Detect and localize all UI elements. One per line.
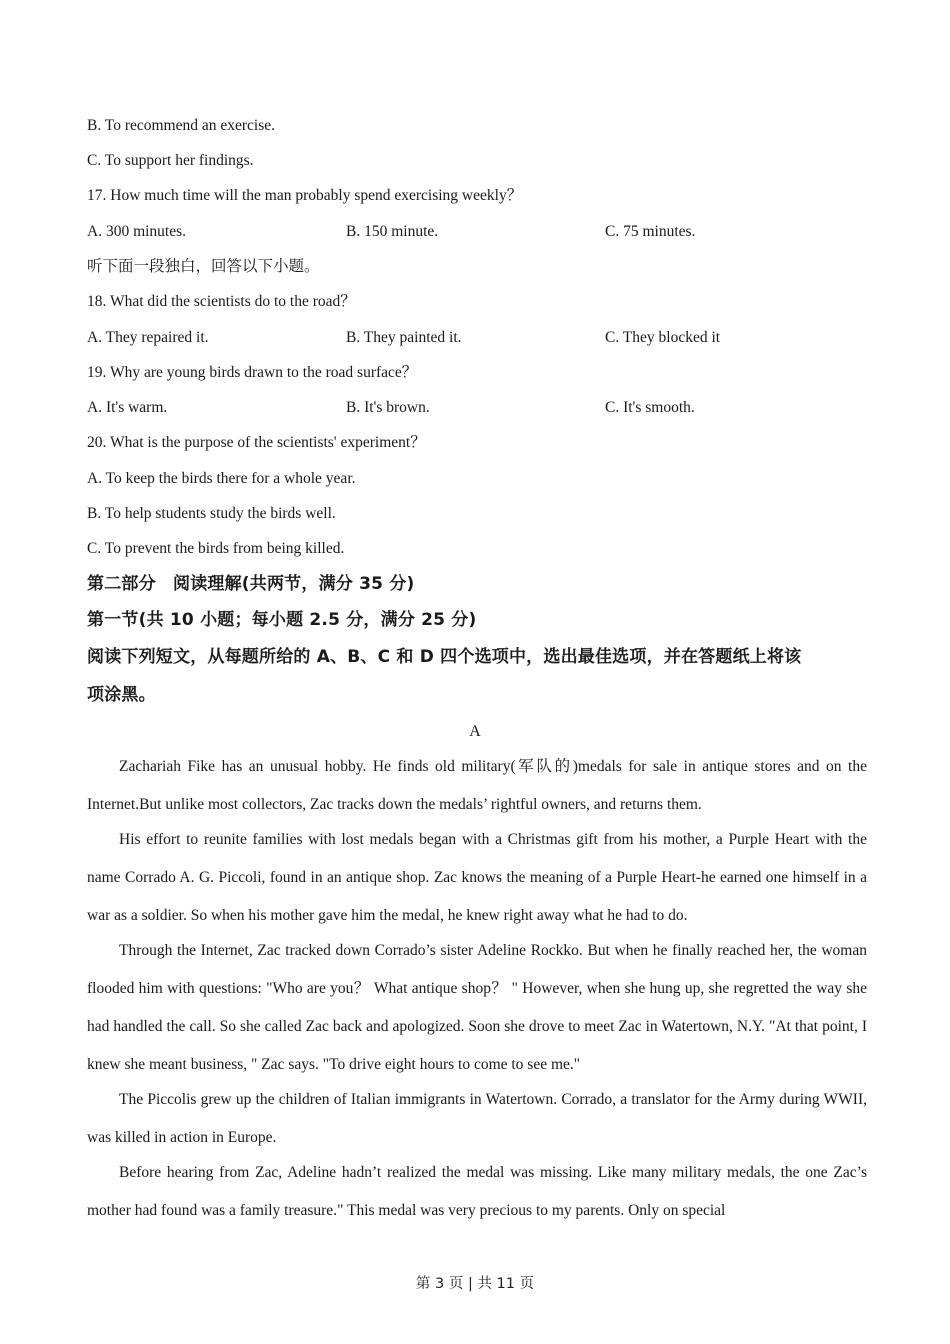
- q20-option-b: B. To help students study the birds well.: [87, 505, 336, 522]
- q19-option-c: C. It's smooth.: [605, 399, 695, 416]
- q17-option-b: B. 150 minute.: [346, 223, 439, 240]
- passage-paragraph-2: His effort to reunite families with lost medals began with a Christmas gift from his mother, a Purple Heart with the name Corrado A. G. Piccoli, found in an antique shop. Zac knows the meaning of a Purple Heart-he earned one himself in a war as a soldier. So when his mother gave him the medal, he knew right away what he had to do.: [87, 831, 867, 924]
- q17-option-a: A. 300 minutes.: [87, 223, 187, 240]
- passage-paragraph-1: Zachariah Fike has an unusual hobby. He finds old military(军队的)medals for sale in antique stores and on the Internet.But unlike most collectors, Zac tracks down the medals’ rightful owners, and returns them.: [87, 758, 867, 813]
- q17-question: 17. How much time will the man probably spend exercising weekly？: [87, 187, 523, 204]
- reading-instruction-line1: 阅读下列短文，从每题所给的 A、B、C 和 D 四个选项中，选出最佳选项，并在答题纸上将该: [87, 647, 802, 667]
- q20-option-c: C. To prevent the birds from being killed.: [87, 540, 345, 557]
- section-one-title: 第一节(共 10 小题；每小题 2.5 分，满分 25 分): [87, 610, 477, 630]
- passage-paragraph-5: Before hearing from Zac, Adeline hadn’t realized the medal was missing. Like many military medals, the one Zac’s mother had found was a family treasure." This medal was very precious to my parents. Only on special: [87, 1164, 867, 1219]
- reading-instruction-line2: 项涂黑。: [87, 685, 156, 705]
- q16-option-c: C. To support her findings.: [87, 152, 254, 169]
- q19-question: 19. Why are young birds drawn to the road surface？: [87, 364, 418, 381]
- q19-option-b: B. It's brown.: [346, 399, 430, 416]
- part-two-title: 第二部分 阅读理解(共两节，满分 35 分): [87, 574, 415, 594]
- q18-option-b: B. They painted it.: [346, 329, 462, 346]
- q18-question: 18. What did the scientists do to the road？: [87, 293, 356, 310]
- q18-option-c: C. They blocked it: [605, 329, 721, 346]
- q20-option-a: A. To keep the birds there for a whole year.: [87, 470, 356, 487]
- q20-question: 20. What is the purpose of the scientists' experiment？: [87, 434, 426, 451]
- passage-paragraph-3: Through the Internet, Zac tracked down Corrado’s sister Adeline Rockko. But when he finally reached her, the woman flooded him with questions: "Who are you？ What antique shop？ " However, when she hung up, she regretted the way she had handled the call. So she called Zac back and apologized. Soon she drove to meet Zac in Watertown, N.Y. "At that point, I knew she meant business, " Zac says. "To drive eight hours to come to see me.": [87, 942, 867, 1073]
- q16-option-b: B. To recommend an exercise.: [87, 117, 276, 134]
- q18-option-a: A. They repaired it.: [87, 329, 209, 346]
- q19-option-a: A. It's warm.: [87, 399, 168, 416]
- monologue-instruction: 听下面一段独白，回答以下小题。: [87, 258, 320, 275]
- passage-label: A: [469, 723, 481, 740]
- passage-paragraph-4: The Piccolis grew up the children of Italian immigrants in Watertown. Corrado, a translator for the Army during WWII, was killed in action in Europe.: [87, 1091, 867, 1146]
- q17-option-c: C. 75 minutes.: [605, 223, 696, 240]
- page-number-footer: 第 3 页 | 共 11 页: [415, 1276, 535, 1292]
